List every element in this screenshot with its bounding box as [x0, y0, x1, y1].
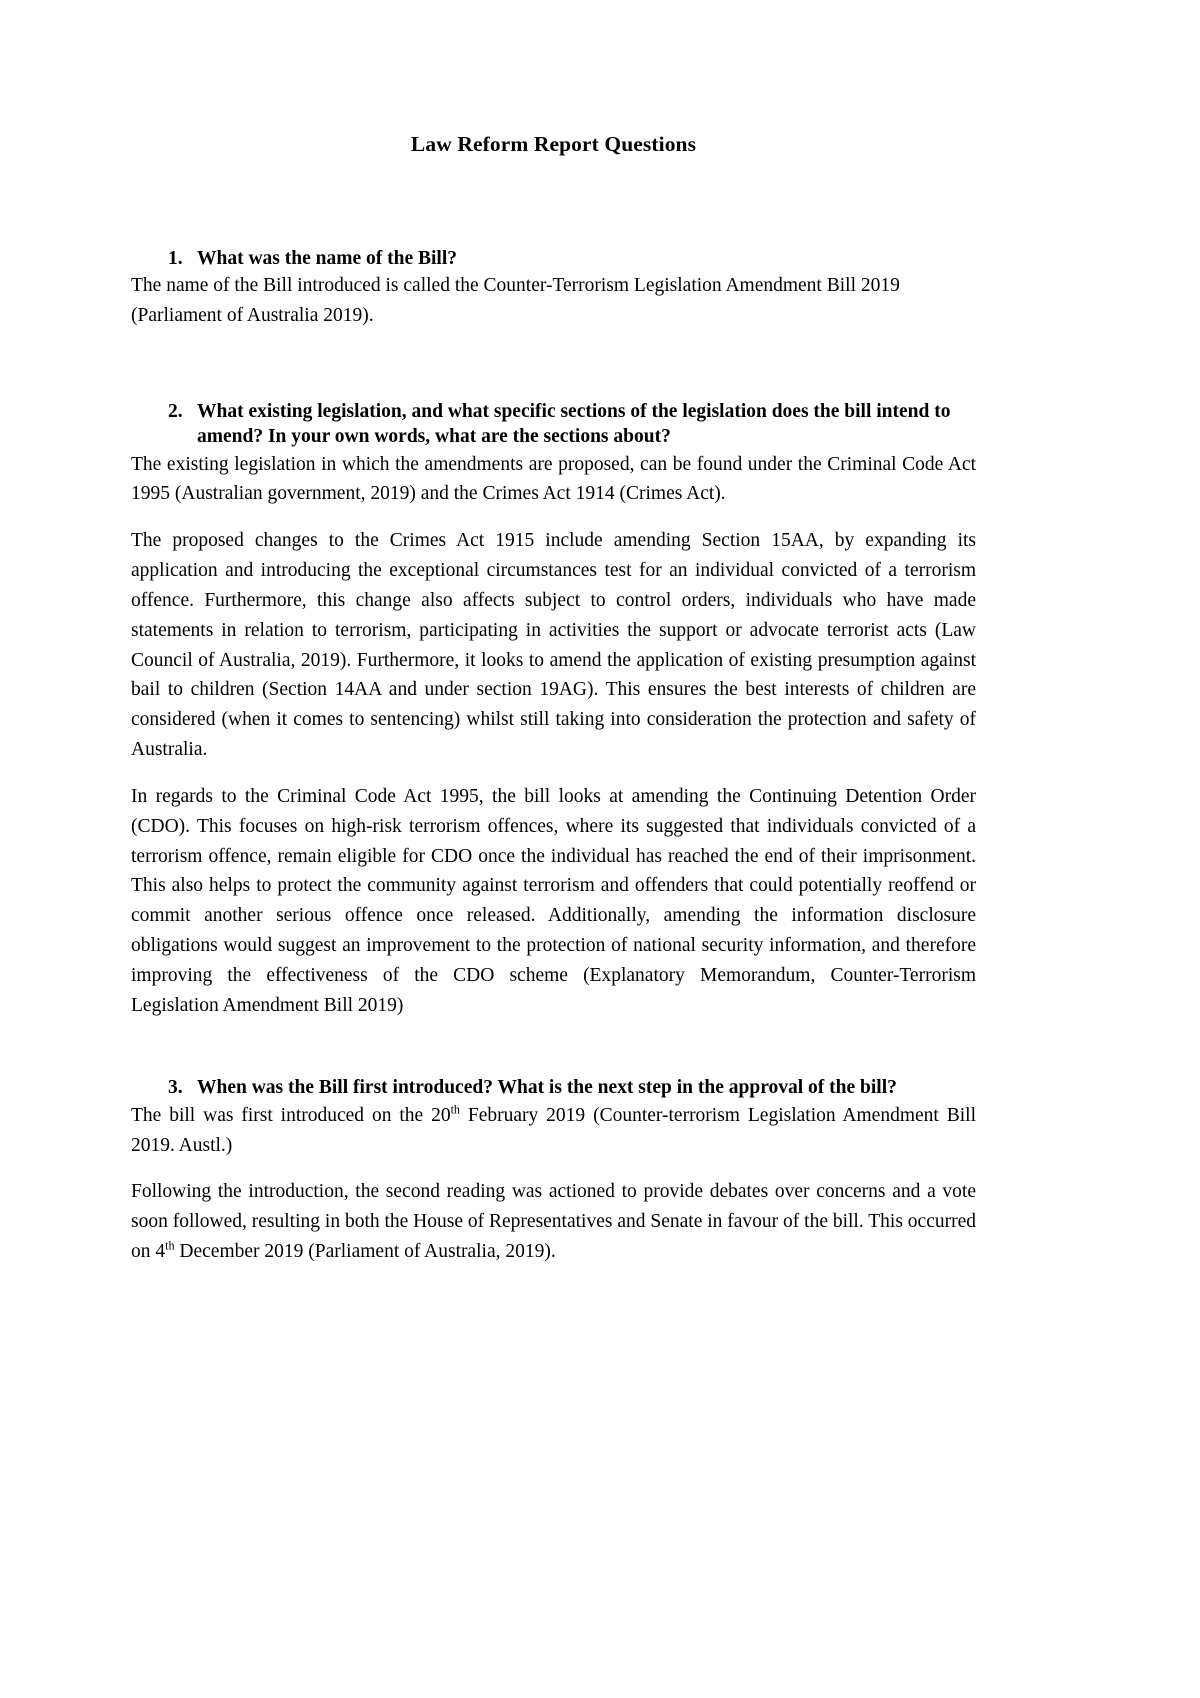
question-number-3: 3.	[168, 1077, 183, 1099]
answer-paragraph-2-2: The proposed changes to the Crimes Act 1915 include amending Section 15AA, by expanding its application and introducing the exceptional circumstances test for an individual convicted of a terrorism offence. Furthermore, this change also affects subject to control orders, individuals who have made statements in relation to terrorism, participating in activities the support or advocate terrorist acts (Law Council of Australia, 2019). Furthermore, it looks to amend the application of existing presumption against bail to children (Section 14AA and under section 19AG). This ensures the best interests of children are considered (when it comes to sentencing) whilst still taking into consideration the protection and safety of Australia.	[131, 530, 976, 761]
ordinal-suffix: th	[165, 1238, 175, 1253]
question-text-2: What existing legislation, and what specific sections of the legislation does the bill intend to amend? In your own words, what are the sections about?	[197, 400, 951, 448]
section-spacer	[131, 1020, 976, 1075]
answer-paragraph-2-3: In regards to the Criminal Code Act 1995, the bill looks at amending the Continuing Detention Order (CDO). This focuses on high-risk terrorism offences, where its suggested that individuals convicted of a terrorism offence, remain eligible for CDO once the individual has reached the end of their imprisonment. This also helps to protect the community against terrorism and offenders that could potentially reoffend or commit another serious offence once released. Additionally, amending the information disclosure obligations would suggest an improvement to the protection of national security information, and therefore improving the effectiveness of the CDO scheme (Explanatory Memorandum, Counter-Terrorism Legislation Amendment Bill 2019)	[131, 785, 976, 1016]
paragraph-spacer	[131, 509, 976, 526]
question-number-2: 2.	[168, 400, 183, 422]
paragraph-spacer	[131, 1160, 976, 1177]
paragraph-spacer	[131, 765, 976, 782]
answer-3-1-part-a: The bill was first introduced on the 20	[131, 1104, 451, 1126]
section-spacer	[131, 331, 976, 399]
question-text-1: What was the name of the Bill?	[197, 247, 457, 269]
answer-paragraph-2-1: The existing legislation in which the amendments are proposed, can be found under the Criminal Code Act 1995 (Australian government, 2019) and the Crimes Act 1914 (Crimes Act).	[131, 453, 976, 505]
question-number-1: 1.	[168, 247, 183, 269]
question-item-2	[131, 399, 976, 450]
answer-3-2-part-a: Following the introduction, the second reading was actioned to provide debates over concerns and a vote soon followed, resulting in both the House of Representatives and Senate in favour of the bill. This occurred on 4	[131, 1181, 976, 1263]
answer-3-1-part-b: February 2019 (Counter-terrorism Legislation Amendment Bill 2019. Austl.)	[131, 1104, 976, 1156]
document-body	[131, 131, 976, 1267]
ordinal-suffix: th	[450, 1102, 460, 1117]
title-spacer	[131, 158, 976, 246]
question-item-1	[131, 246, 976, 271]
answer-paragraph-3-2	[131, 1177, 976, 1266]
page-title: Law Reform Report Questions	[410, 132, 697, 156]
answer-paragraph-3-1	[131, 1101, 976, 1161]
answer-paragraph-1-1: The name of the Bill introduced is called the Counter-Terrorism Legislation Amendment Bill 2019 (Parliament of Australia 2019).	[131, 275, 900, 327]
question-item-3	[131, 1075, 976, 1100]
answer-3-2-part-b: December 2019 (Parliament of Australia, 2019).	[174, 1241, 556, 1263]
question-text-3: When was the Bill first introduced? What is the next step in the approval of the bill?	[197, 1077, 897, 1099]
